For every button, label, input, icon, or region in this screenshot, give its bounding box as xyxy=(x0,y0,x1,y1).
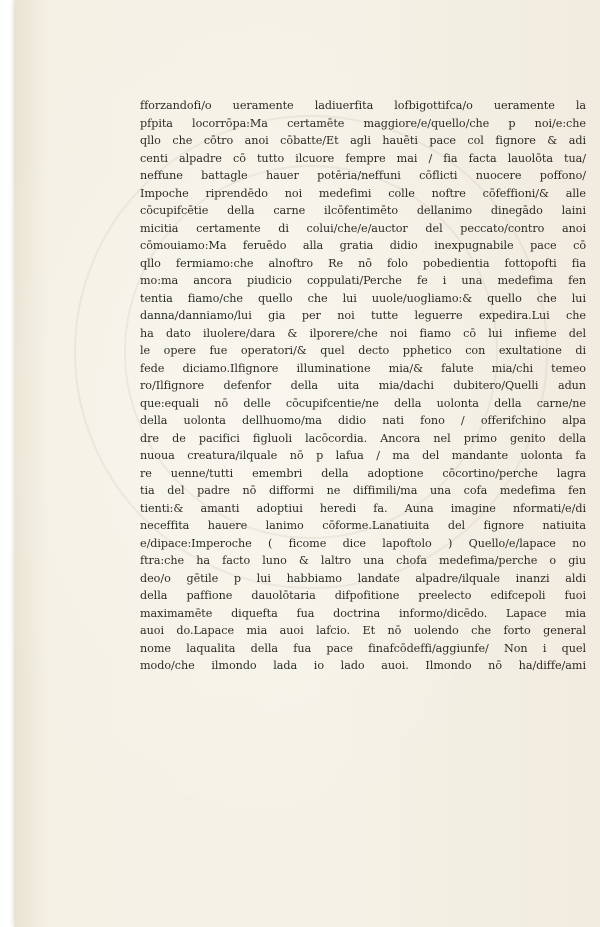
text-line: cōmouiamo:Ma feruēdo alla gratia didio inexpugnabile pace cō xyxy=(140,239,586,252)
text-line: que:equali nō delle cōcupifcentie/ne della uolonta della carne/ne xyxy=(140,396,586,410)
page xyxy=(14,0,600,927)
text-line: neffune battagle hauer potēria/neffuni cōflicti nuocere poffono/ xyxy=(140,169,586,182)
text-line: della paffione dauolōtaria difpofitione preelecto edifcepoli fuoi xyxy=(140,589,586,602)
text-line: re uenne/tutti emembri della adoptione cōcortino/perche lagra xyxy=(140,466,586,480)
text-line: micitia certamente di colui/che/e/auctor del peccato/contro anoi xyxy=(140,221,586,235)
text-line: pfpita locorrōpa:Ma certamēte maggiore/e/quello/che p noi/e:che xyxy=(140,116,586,130)
text-line: tienti:& amanti adoptiui heredi fa. Auna imagine nformati/e/di xyxy=(140,501,586,515)
text-line: fede diciamo.Ilfignore illuminatione mia/& falute mia/chi temeo xyxy=(140,361,586,375)
text-line: deo/o gētile p lui habbiamo landate alpadre/ilquale inanzi aldi xyxy=(140,571,586,585)
text-line: della uolonta dellhuomo/ma didio nati fono / offerifchino alpa xyxy=(140,414,586,427)
text-line: mo:ma ancora piudicio coppulati/Perche fe i una medefima fen xyxy=(140,274,586,287)
text-line: le opere fue operatori/& quel decto pphetico con exultatione di xyxy=(140,344,586,357)
text-line: nuoua creatura/ilquale nō p lafua / ma del mandante uolonta fa xyxy=(140,449,586,462)
text-line: nome laqualita della fua pace finafcōdeffi/aggiunfe/ Non i quel xyxy=(140,641,586,655)
text-block xyxy=(140,97,586,675)
text-line: ro/Ilfignore defenfor della uita mia/dachi dubitero/Quelli adun xyxy=(140,379,586,392)
text-line: maximamēte diquefta fua doctrina informo/dicēdo. Lapace mia xyxy=(140,606,586,620)
text-line: danna/danniamo/lui gia per noi tutte leguerre expedira.Lui che xyxy=(140,309,586,322)
text-line: e/dipace:Imperoche ( ficome dice lapoftolo ) Quello/e/lapace no xyxy=(140,536,586,550)
text-line: qllo che cōtro anoi cōbatte/Et agli hauēti pace col fignore & adi xyxy=(140,134,586,147)
text-line: qllo fermiamo:che alnoftro Re nō folo pobedientia fottopofti fia xyxy=(140,256,586,270)
text-line: modo/che ilmondo lada io lado auoi. Ilmondo nō ha/diffe/ami xyxy=(140,659,586,672)
text-line: tia del padre nō difformi ne diffimili/ma una cofa medefima fen xyxy=(140,484,586,497)
text-line: cōcupifcētie della carne ilcōfentimēto dellanimo dinegādo laini xyxy=(140,204,586,217)
text-line: Impoche riprendēdo noi medefimi colle noftre cōfeffioni/& alle xyxy=(140,186,586,200)
text-line: auoi do.Lapace mia auoi lafcio. Et nō uolendo che forto general xyxy=(140,624,586,637)
text-line: tentia fiamo/che quello che lui uuole/uogliamo:& quello che lui xyxy=(140,291,586,305)
text-line: ftra:che ha facto luno & laltro una chofa medefima/perche o giu xyxy=(140,554,586,567)
text-line: ha dato iluolere/dara & ilporere/che noi fiamo cō lui infieme del xyxy=(140,326,586,340)
text-line: neceffita hauere lanimo cōforme.Lanatiuita del fignore natiuita xyxy=(140,519,586,532)
text-line: dre de pacifici figluoli lacōcordia. Ancora nel primo genito della xyxy=(140,431,586,445)
text-line: centi alpadre cō tutto ilcuore fempre mai / fia facta lauolōta tua/ xyxy=(140,151,586,165)
text-line: fforzandofi/o ueramente ladiuerfita lofbigottifca/o ueramente la xyxy=(140,99,586,112)
